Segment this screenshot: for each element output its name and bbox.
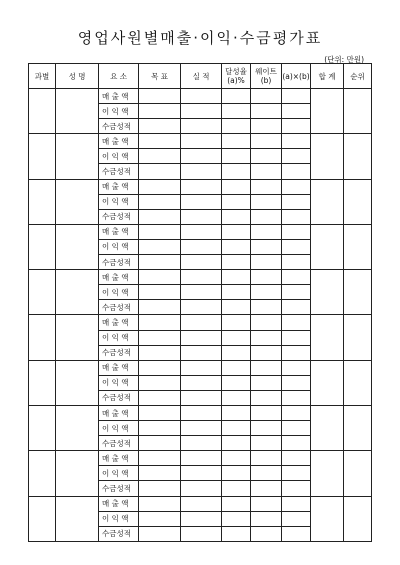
dept-cell[interactable] [29,224,56,269]
weight-cell[interactable] [251,239,282,254]
axb-cell[interactable] [282,89,311,104]
rate-cell[interactable] [222,224,251,239]
table-row [29,451,372,466]
axb-cell[interactable] [282,405,311,420]
weight-cell[interactable] [251,285,282,300]
col-weight-line1: 웨이트 [255,67,277,76]
name-cell[interactable] [56,270,99,315]
factor-label: 수금성적 [99,481,139,496]
factor-label: 수금성적 [99,300,139,315]
weight-cell[interactable] [251,345,282,360]
table-row [29,496,372,511]
actual-cell[interactable] [181,270,222,285]
page-title: 영업사원별매출·이익·수금평가표 [77,29,323,47]
target-cell[interactable] [139,436,181,451]
table-body [29,89,372,542]
name-cell[interactable] [56,315,99,360]
total-cell[interactable] [311,405,344,450]
factor-label: 이 익 액 [99,285,139,300]
name-cell[interactable] [56,134,99,179]
dept-cell[interactable] [29,315,56,360]
axb-cell[interactable] [282,315,311,330]
name-cell[interactable] [56,451,99,496]
rate-cell[interactable] [222,119,251,134]
rate-cell[interactable] [222,526,251,541]
axb-cell[interactable] [282,194,311,209]
rank-cell[interactable] [344,134,372,179]
total-cell[interactable] [311,89,344,134]
factor-label: 이 익 액 [99,511,139,526]
table-row [29,360,372,375]
rate-cell[interactable] [222,436,251,451]
total-cell[interactable] [311,134,344,179]
total-cell[interactable] [311,360,344,405]
actual-cell[interactable] [181,330,222,345]
total-cell[interactable] [311,270,344,315]
total-cell[interactable] [311,224,344,269]
target-cell[interactable] [139,194,181,209]
axb-cell[interactable] [282,119,311,134]
axb-cell[interactable] [282,526,311,541]
rate-cell[interactable] [222,134,251,149]
factor-label: 매 출 액 [99,134,139,149]
dept-cell[interactable] [29,134,56,179]
factor-label: 매 출 액 [99,270,139,285]
axb-cell[interactable] [282,209,311,224]
factor-label: 수금성적 [99,119,139,134]
weight-cell[interactable] [251,375,282,390]
axb-cell[interactable] [282,255,311,270]
dept-cell[interactable] [29,360,56,405]
factor-label: 수금성적 [99,255,139,270]
rank-cell[interactable] [344,496,372,541]
actual-cell[interactable] [181,421,222,436]
evaluation-table [28,63,372,542]
rank-cell[interactable] [344,224,372,269]
rate-cell[interactable] [222,164,251,179]
dept-cell[interactable] [29,179,56,224]
target-cell[interactable] [139,224,181,239]
axb-cell[interactable] [282,390,311,405]
col-rate-line1: 달성율 [225,67,247,76]
weight-cell[interactable] [251,330,282,345]
actual-cell[interactable] [181,164,222,179]
target-cell[interactable] [139,466,181,481]
rate-cell[interactable] [222,255,251,270]
factor-label: 이 익 액 [99,466,139,481]
rank-cell[interactable] [344,179,372,224]
factor-label: 매 출 액 [99,179,139,194]
name-cell[interactable] [56,224,99,269]
axb-cell[interactable] [282,451,311,466]
rate-cell[interactable] [222,209,251,224]
actual-cell[interactable] [181,300,222,315]
col-axb: (a)×(b) [282,64,311,89]
unit-note: (단위: 만원) [324,55,364,64]
target-cell[interactable] [139,451,181,466]
weight-cell[interactable] [251,451,282,466]
actual-cell[interactable] [181,194,222,209]
factor-label: 매 출 액 [99,224,139,239]
col-dept: 과별 [29,64,56,89]
actual-cell[interactable] [181,89,222,104]
axb-cell[interactable] [282,104,311,119]
factor-label: 이 익 액 [99,104,139,119]
actual-cell[interactable] [181,315,222,330]
weight-cell[interactable] [251,481,282,496]
actual-cell[interactable] [181,481,222,496]
actual-cell[interactable] [181,209,222,224]
target-cell[interactable] [139,209,181,224]
factor-label: 수금성적 [99,526,139,541]
target-cell[interactable] [139,179,181,194]
rate-cell[interactable] [222,239,251,254]
axb-cell[interactable] [282,466,311,481]
dept-cell[interactable] [29,451,56,496]
dept-cell[interactable] [29,270,56,315]
axb-cell[interactable] [282,360,311,375]
weight-cell[interactable] [251,300,282,315]
rate-cell[interactable] [222,345,251,360]
weight-cell[interactable] [251,405,282,420]
table-row [29,405,372,420]
actual-cell[interactable] [181,255,222,270]
table-row [29,179,372,194]
weight-cell[interactable] [251,164,282,179]
rate-cell[interactable] [222,179,251,194]
weight-cell[interactable] [251,526,282,541]
col-rate-line2: (a)% [227,76,245,85]
actual-cell[interactable] [181,390,222,405]
factor-label: 매 출 액 [99,89,139,104]
col-factor: 요 소 [99,64,139,89]
name-cell[interactable] [56,496,99,541]
target-cell[interactable] [139,315,181,330]
factor-label: 이 익 액 [99,149,139,164]
name-cell[interactable] [56,405,99,450]
axb-cell[interactable] [282,481,311,496]
target-cell[interactable] [139,390,181,405]
dept-cell[interactable] [29,89,56,134]
actual-cell[interactable] [181,285,222,300]
axb-cell[interactable] [282,421,311,436]
axb-cell[interactable] [282,149,311,164]
actual-cell[interactable] [181,119,222,134]
weight-cell[interactable] [251,270,282,285]
target-cell[interactable] [139,239,181,254]
rate-cell[interactable] [222,270,251,285]
target-cell[interactable] [139,149,181,164]
rate-cell[interactable] [222,300,251,315]
col-target: 목 표 [139,64,181,89]
dept-cell[interactable] [29,405,56,450]
table-row [29,270,372,285]
rate-cell[interactable] [222,405,251,420]
axb-cell[interactable] [282,134,311,149]
target-cell[interactable] [139,300,181,315]
actual-cell[interactable] [181,179,222,194]
total-cell[interactable] [311,179,344,224]
factor-label: 수금성적 [99,436,139,451]
col-weight [251,64,282,89]
name-cell[interactable] [56,360,99,405]
table-row [29,315,372,330]
target-cell[interactable] [139,421,181,436]
axb-cell[interactable] [282,285,311,300]
weight-cell[interactable] [251,119,282,134]
target-cell[interactable] [139,360,181,375]
actual-cell[interactable] [181,345,222,360]
weight-cell[interactable] [251,511,282,526]
weight-cell[interactable] [251,89,282,104]
weight-cell[interactable] [251,436,282,451]
axb-cell[interactable] [282,300,311,315]
actual-cell[interactable] [181,436,222,451]
col-rank: 순위 [344,64,372,89]
total-cell[interactable] [311,451,344,496]
rank-cell[interactable] [344,315,372,360]
factor-label: 수금성적 [99,390,139,405]
actual-cell[interactable] [181,104,222,119]
rank-cell[interactable] [344,405,372,450]
axb-cell[interactable] [282,345,311,360]
rate-cell[interactable] [222,360,251,375]
rate-cell[interactable] [222,194,251,209]
rate-cell[interactable] [222,104,251,119]
rank-cell[interactable] [344,89,372,134]
rate-cell[interactable] [222,421,251,436]
axb-cell[interactable] [282,330,311,345]
actual-cell[interactable] [181,511,222,526]
target-cell[interactable] [139,119,181,134]
col-actual: 실 적 [181,64,222,89]
axb-cell[interactable] [282,164,311,179]
factor-label: 매 출 액 [99,451,139,466]
weight-cell[interactable] [251,149,282,164]
target-cell[interactable] [139,104,181,119]
target-cell[interactable] [139,511,181,526]
rate-cell[interactable] [222,511,251,526]
factor-label: 수금성적 [99,209,139,224]
rate-cell[interactable] [222,330,251,345]
name-cell[interactable] [56,89,99,134]
actual-cell[interactable] [181,526,222,541]
factor-label: 이 익 액 [99,239,139,254]
target-cell[interactable] [139,270,181,285]
rank-cell[interactable] [344,360,372,405]
target-cell[interactable] [139,405,181,420]
actual-cell[interactable] [181,375,222,390]
header-row [29,64,372,89]
axb-cell[interactable] [282,511,311,526]
rate-cell[interactable] [222,315,251,330]
axb-cell[interactable] [282,375,311,390]
col-total: 합 계 [311,64,344,89]
weight-cell[interactable] [251,390,282,405]
axb-cell[interactable] [282,239,311,254]
actual-cell[interactable] [181,466,222,481]
weight-cell[interactable] [251,466,282,481]
axb-cell[interactable] [282,496,311,511]
factor-label: 매 출 액 [99,405,139,420]
factor-label: 수금성적 [99,164,139,179]
actual-cell[interactable] [181,149,222,164]
actual-cell[interactable] [181,451,222,466]
col-rate [222,64,251,89]
target-cell[interactable] [139,481,181,496]
target-cell[interactable] [139,375,181,390]
target-cell[interactable] [139,134,181,149]
factor-label: 이 익 액 [99,421,139,436]
weight-cell[interactable] [251,360,282,375]
factor-label: 이 익 액 [99,375,139,390]
rate-cell[interactable] [222,89,251,104]
dept-cell[interactable] [29,496,56,541]
col-weight-line2: (b) [260,76,272,85]
target-cell[interactable] [139,345,181,360]
name-cell[interactable] [56,179,99,224]
rate-cell[interactable] [222,390,251,405]
rate-cell[interactable] [222,466,251,481]
weight-cell[interactable] [251,179,282,194]
target-cell[interactable] [139,526,181,541]
axb-cell[interactable] [282,179,311,194]
rate-cell[interactable] [222,496,251,511]
total-cell[interactable] [311,315,344,360]
actual-cell[interactable] [181,239,222,254]
rate-cell[interactable] [222,149,251,164]
target-cell[interactable] [139,496,181,511]
target-cell[interactable] [139,164,181,179]
table-row [29,89,372,104]
target-cell[interactable] [139,89,181,104]
target-cell[interactable] [139,285,181,300]
target-cell[interactable] [139,330,181,345]
actual-cell[interactable] [181,360,222,375]
rank-cell[interactable] [344,451,372,496]
rate-cell[interactable] [222,285,251,300]
col-name: 성 명 [56,64,99,89]
actual-cell[interactable] [181,134,222,149]
weight-cell[interactable] [251,496,282,511]
factor-label: 수금성적 [99,345,139,360]
weight-cell[interactable] [251,104,282,119]
table-row [29,224,372,239]
weight-cell[interactable] [251,421,282,436]
rate-cell[interactable] [222,481,251,496]
factor-label: 이 익 액 [99,194,139,209]
actual-cell[interactable] [181,224,222,239]
factor-label: 이 익 액 [99,330,139,345]
factor-label: 매 출 액 [99,360,139,375]
rate-cell[interactable] [222,451,251,466]
actual-cell[interactable] [181,496,222,511]
weight-cell[interactable] [251,255,282,270]
factor-label: 매 출 액 [99,496,139,511]
weight-cell[interactable] [251,134,282,149]
actual-cell[interactable] [181,405,222,420]
rank-cell[interactable] [344,270,372,315]
factor-label: 매 출 액 [99,315,139,330]
weight-cell[interactable] [251,209,282,224]
rate-cell[interactable] [222,375,251,390]
weight-cell[interactable] [251,224,282,239]
table-row [29,134,372,149]
weight-cell[interactable] [251,315,282,330]
axb-cell[interactable] [282,224,311,239]
axb-cell[interactable] [282,436,311,451]
weight-cell[interactable] [251,194,282,209]
axb-cell[interactable] [282,270,311,285]
total-cell[interactable] [311,496,344,541]
target-cell[interactable] [139,255,181,270]
